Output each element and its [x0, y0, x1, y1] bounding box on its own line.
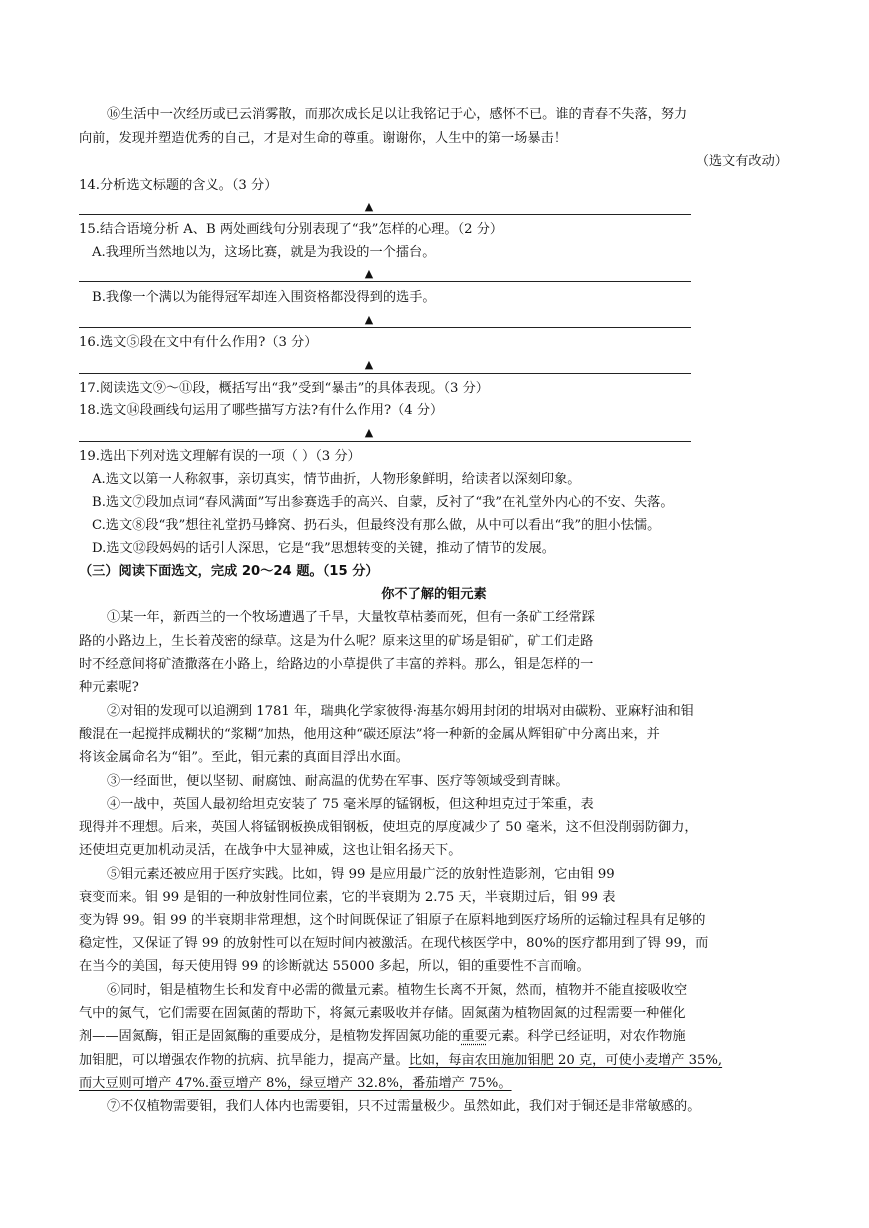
article-p1-line: 种元素呢?: [79, 680, 139, 695]
underlined-sentence: 比如，每亩农田施加钼肥 20 克，可使小麦增产 35%,: [408, 1053, 723, 1068]
answer-line[interactable]: [79, 441, 691, 442]
article-p1-line: 路的小路边上，生长着茂密的绿草。这是为什么呢？原来这里的矿场是钼矿，矿工们走路: [79, 634, 594, 649]
para16-line2: 向前，发现并塑造优秀的自己，才是对生命的尊重。谢谢你，人生中的第一场暴击！: [79, 131, 567, 146]
answer-marker: ▲: [364, 358, 374, 371]
question-16: 16.选文⑤段在文中有什么作用?（3 分）: [79, 335, 318, 350]
question-15-item-b: B.我像一个满以为能得冠军却连入围资格都没得到的选手。: [92, 290, 436, 305]
article-p5-line: ⑤钼元素还被应用于医疗实践。比如，锝 99 是应用最广泛的放射性造影剂，它由钼 99: [107, 867, 615, 882]
answer-marker: ▲: [364, 426, 374, 439]
source-note: （选文有改动）: [695, 154, 788, 169]
article-p2-line: 将该金属命名为“钼”。至此，钼元素的真面目浮出水面。: [79, 750, 409, 765]
article-p3-line: ③一经面世，便以坚韧、耐腐蚀、耐高温的优势在军事、医疗等领域受到青睐。: [107, 774, 569, 789]
article-p2-line: 酸混在一起搅拌成糊状的“浆糊”加热，他用这种“碳还原法”将一种新的金属从辉钼矿中分离出来，并: [79, 727, 660, 742]
question-15: 15.结合语境分析 A、B 两处画线句分别表现了“我”怎样的心理。（2 分）: [79, 222, 504, 237]
answer-line[interactable]: [79, 214, 691, 215]
para16-line1: ⑯生活中一次经历或已云消雾散，而那次成长足以让我铭记于心，感怀不已。谁的青春不失落，努力: [107, 107, 688, 122]
question-19-option-d: D.选文⑫段妈妈的话引人深思，它是“我”思想转变的关键，推动了情节的发展。: [92, 541, 555, 556]
article-p1-line: ①某一年，新西兰的一个牧场遭遇了千旱，大量牧草枯萎而死，但有一条矿工经常踩: [107, 610, 595, 625]
article-p5-line: 衰变而来。钼 99 是钼的一种放射性同位素，它的半衰期为 2.75 天，半衰期过后，钼 99 表: [79, 890, 616, 905]
article-title: 你不了解的钼元素: [381, 587, 487, 602]
article-p4-line: 还使坦克更加机动灵活，在战争中大显神威，这也让钼名扬天下。: [79, 843, 462, 858]
article-p4-line: ④一战中，英国人最初给坦克安装了 75 毫米厚的锰钢板，但这种坦克过于笨重，表: [107, 797, 594, 812]
p6-text: 剂——固氮酶，钼正是固氮酶的重要成分，是植物发挥固氮功能的: [79, 1029, 462, 1044]
article-p1-line: 时不经意间将矿渣撒落在小路上，给路边的小草提供了丰富的养料。那么，钼是怎样的一: [79, 657, 594, 672]
answer-line[interactable]: [79, 327, 691, 328]
question-19-option-c: C.选文⑧段“我”想往礼堂扔马蜂窝、扔石头，但最终没有那么做，从中可以看出“我”的胆小怯懦。: [92, 518, 661, 533]
question-17: 17.阅读选文⑨～⑪段，概括写出“我”受到“暴击”的具体表现。（3 分）: [79, 381, 489, 396]
question-14: 14.分析选文标题的含义。（3 分）: [79, 178, 278, 193]
question-19-option-a: A.选文以第一人称叙事，亲切真实，情节曲折，人物形象鲜明，给读者以深刻印象。: [92, 472, 581, 487]
p6-text: 元素。科学已经证明，对农作物施: [487, 1029, 686, 1044]
question-18: 18.选文⑭段画线句运用了哪些描写方法?有什么作用?（4 分）: [79, 403, 444, 418]
question-15-item-a: A.我理所当然地以为，这场比赛，就是为我设的一个擂台。: [92, 245, 436, 260]
answer-line[interactable]: [79, 373, 691, 374]
article-p5-line: 在当今的美国，每天使用锝 99 的诊断就达 55000 多起，所以，钼的重要性不言而喻。: [79, 959, 590, 974]
article-p6-line: ⑥同时，钼是植物生长和发育中必需的微量元素。植物生长离不开氮，然而，植物并不能直接吸收空: [107, 983, 688, 998]
article-p6-line: [79, 1052, 722, 1070]
question-19: 19.选出下列对选文理解有误的一项（ ）（3 分）: [79, 449, 361, 464]
question-19-option-b: B.选文⑦段加点词“春风满面”写出参赛选手的高兴、自蒙，反衬了“我”在礼堂外内心的不安、失落。: [92, 495, 674, 510]
article-p4-line: 现得并不理想。后来，英国人将锰钢板换成钼钢板，使坦克的厚度减少了 50 毫米，这不但没削弱防御力，: [79, 820, 698, 835]
p6-text: 加钼肥，可以增强农作物的抗病、抗旱能力，提高产量。: [79, 1053, 409, 1068]
answer-marker: ▲: [364, 267, 374, 280]
article-p2-line: ②对钼的发现可以追溯到 1781 年，瑞典化学家彼得·海基尔姆用封闭的坩埚对由碳粉、亚麻籽油和钼: [107, 704, 694, 719]
article-p5-line: 稳定性，又保证了锝 99 的放射性可以在短时间内被激活。在现代核医学中，80%的医疗都用到了锝 99，而: [79, 936, 709, 951]
article-p5-line: 变为锝 99。钼 99 的半衰期非常理想，这个时间既保证了钼原子在原料地到医疗场所的运输过程具有足够的: [79, 913, 706, 928]
answer-line[interactable]: [79, 281, 691, 282]
underlined-sentence: 而大豆则可增产 47%.蚕豆增产 8%，绿豆增产 32.8%，番茄增产 75%。: [79, 1076, 512, 1091]
article-p7-line: ⑦不仅植物需要钼，我们人体内也需要钼，只不过需量极少。虽然如此，我们对于铜还是非常敏感的。: [107, 1099, 701, 1114]
article-p6-line: [79, 1028, 686, 1046]
answer-marker: ▲: [364, 200, 374, 213]
emphasis-dotted-word: 重要: [461, 1029, 488, 1044]
section-3-header: （三）阅读下面选文，完成 20～24 题。（15 分）: [79, 564, 379, 579]
article-p6-line: 气中的氮气，它们需要在固氮菌的帮助下，将氮元素吸收并存储。固氮菌为植物固氮的过程需要一种催化: [79, 1006, 686, 1021]
answer-marker: ▲: [364, 313, 374, 326]
